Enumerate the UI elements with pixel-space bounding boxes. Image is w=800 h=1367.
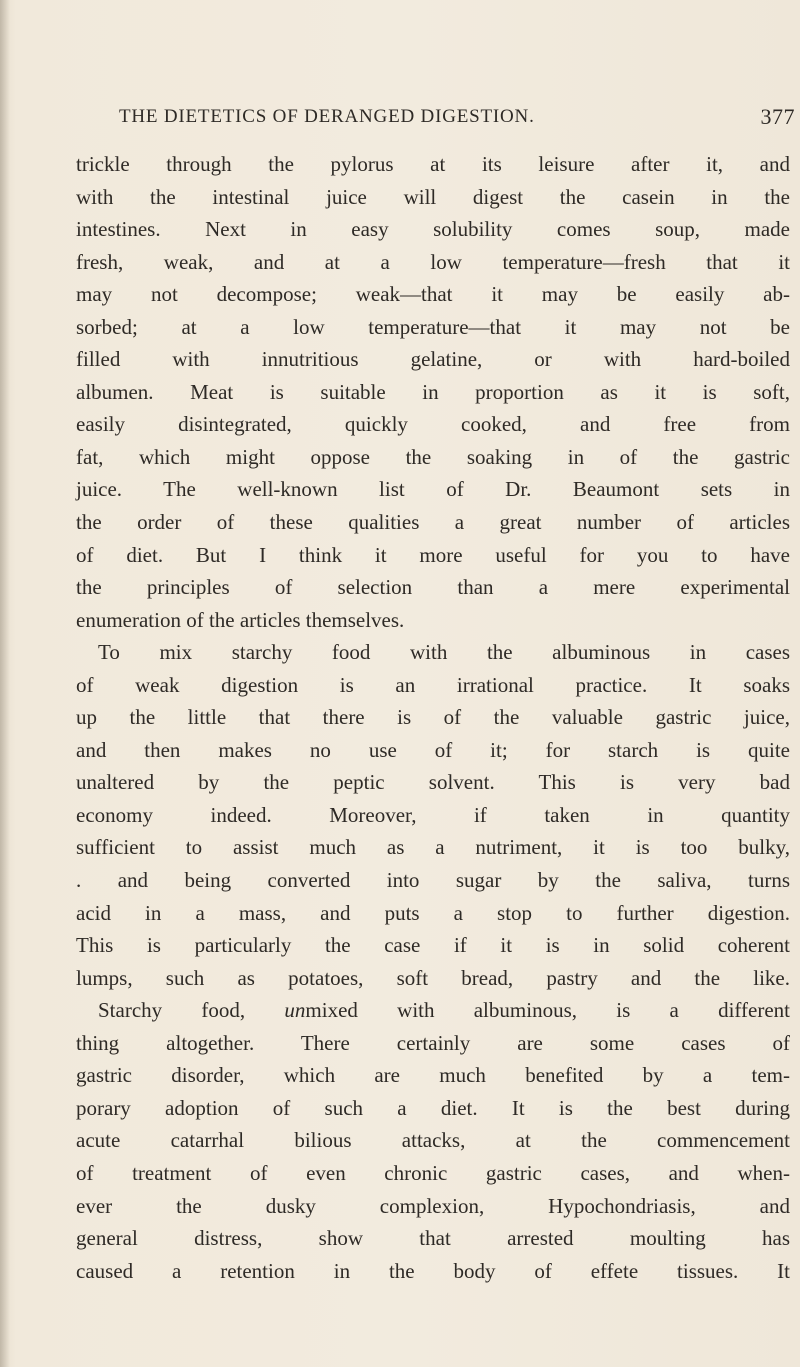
text-line: intestines. Next in easy solubility comes soup, made (76, 217, 790, 242)
text-line: fresh, weak, and at a low temperature—fresh that it (76, 249, 790, 274)
text-line: acute catarrhal bilious attacks, at the commencement (76, 1128, 790, 1153)
text-line: the order of these qualities a great number of articles (76, 510, 790, 535)
running-head (119, 106, 795, 136)
text-line: may not decompose; weak—that it may be easily ab- (76, 282, 790, 307)
text-line: sorbed; at a low temperature—that it may not be (76, 314, 790, 339)
text-line: porary adoption of such a diet. It is the best during (76, 1095, 790, 1120)
text-line: with the intestinal juice will digest the casein in the (76, 184, 790, 209)
text-line: the principles of selection than a mere experimental (76, 575, 790, 600)
page-gutter-shadow (0, 0, 10, 1367)
text-line: of weak digestion is an irrational practice. It soaks (76, 672, 790, 697)
text-line: trickle through the pylorus at its leisure after it, and (76, 152, 790, 176)
text-line: filled with innutritious gelatine, or with hard-boiled (76, 347, 790, 372)
text-line-with-italic: Starchy food, unmixed with albuminous, is a different (98, 998, 790, 1023)
text-line: enumeration of the articles themselves. (76, 607, 405, 632)
running-title: THE DIETETICS OF DERANGED DIGESTION. (119, 106, 535, 127)
text-line: . and being converted into sugar by the saliva, turns (76, 868, 790, 893)
text-line: unaltered by the peptic solvent. This is very bad (76, 770, 790, 795)
text-line: juice. The well-known list of Dr. Beaumont sets in (76, 477, 790, 502)
text-line: sufficient to assist much as a nutriment, it is too bulky, (76, 835, 790, 860)
text-line: acid in a mass, and puts a stop to further digestion. (76, 900, 790, 925)
text-line: general distress, show that arrested moulting has (76, 1226, 790, 1251)
text-line: albumen. Meat is suitable in proportion as it is soft, (76, 379, 790, 404)
text-line: economy indeed. Moreover, if taken in quantity (76, 802, 790, 827)
text-line: To mix starchy food with the albuminous in cases (98, 640, 790, 665)
text-line: caused a retention in the body of effete tissues. It (76, 1258, 790, 1283)
text-line: lumps, such as potatoes, soft bread, pastry and the like. (76, 965, 790, 990)
text-line: up the little that there is of the valuable gastric juice, (76, 705, 790, 730)
text-line: thing altogether. There certainly are some cases of (76, 1030, 790, 1055)
text-line: fat, which might oppose the soaking in of the gastric (76, 444, 790, 469)
text-line: ever the dusky complexion, Hypochondriasis, and (76, 1193, 790, 1218)
body-text (76, 148, 790, 1287)
text-line: and then makes no use of it; for starch is quite (76, 737, 790, 762)
text-line: easily disintegrated, quickly cooked, and free from (76, 412, 790, 437)
italic-prefix: un (284, 998, 306, 1023)
text-line: This is particularly the case if it is in solid coherent (76, 933, 790, 958)
text-line: gastric disorder, which are much benefited by a tem- (76, 1063, 790, 1088)
text-line: of treatment of even chronic gastric cases, and when- (76, 1160, 790, 1185)
line-remainder: mixed with albuminous, is a different (305, 998, 790, 1023)
page-number: 377 (760, 104, 795, 129)
text-line: of diet. But I think it more useful for you to have (76, 542, 790, 567)
